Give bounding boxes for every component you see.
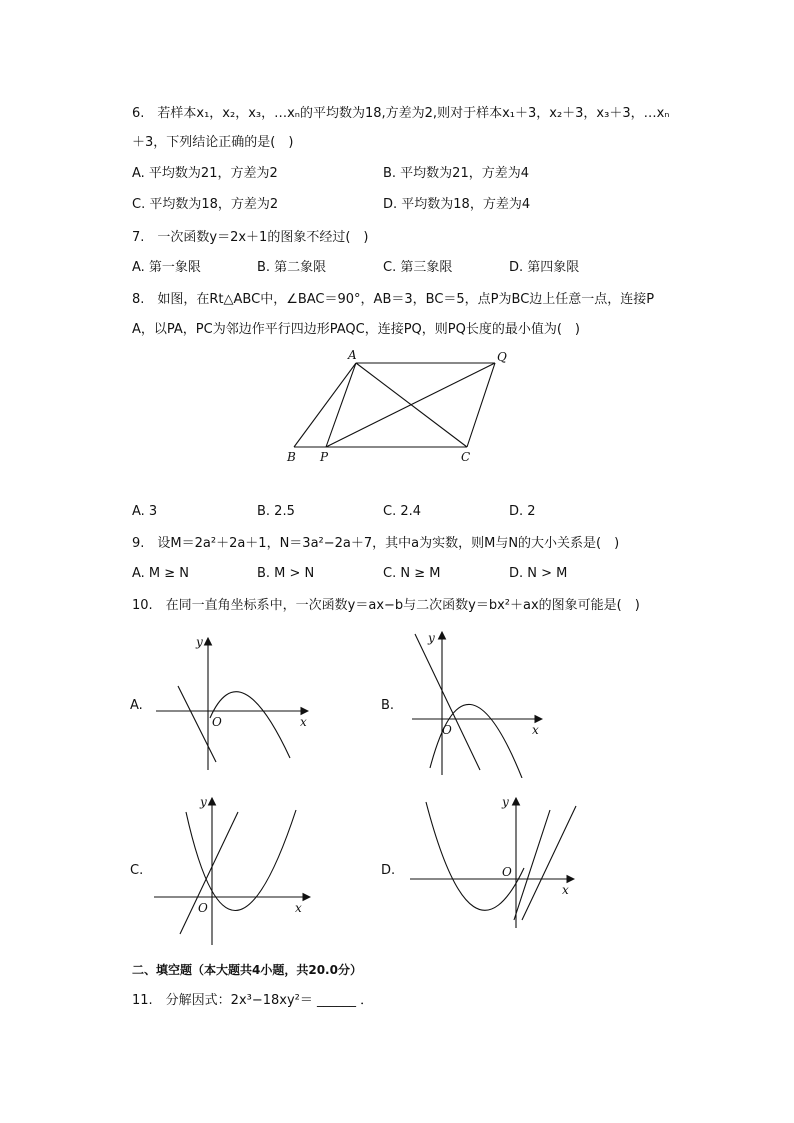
q11-line1: 11. 分解因式：2x³−18xy²＝ ______ ． xyxy=(132,993,374,1008)
label-b: B xyxy=(287,450,296,464)
q9-line1: 9. 设M＝2a²＋2a＋1，N＝3a²−2a＋7，其中a为实数，则M与N的大小关系是( ) xyxy=(132,536,620,551)
q8-line1: 8. 如图，在Rt△ABC中，∠BAC＝90°，AB＝3，BC＝5，点P为BC边上任意一点，连接P xyxy=(132,292,655,307)
q8-option-d: D. 2 xyxy=(509,504,536,519)
q9-option-b: B. M > N xyxy=(257,566,315,581)
graph-a-y-label: y xyxy=(196,635,203,649)
graph-b-x-label: x xyxy=(532,723,539,737)
q9-option-c: C. N ≥ M xyxy=(383,566,441,581)
graph-d-x-label: x xyxy=(562,883,569,897)
graph-c xyxy=(150,790,315,948)
graph-d xyxy=(404,790,579,930)
q10-option-a: A. xyxy=(130,698,143,713)
q7-option-a: A. 第一象限 xyxy=(132,260,201,275)
graph-d-origin: O xyxy=(502,865,512,879)
q10-line1: 10. 在同一直角坐标系中，一次函数y＝ax−b与二次函数y＝bx²＋ax的图象可能是( ) xyxy=(132,598,640,613)
q10-option-c: C. xyxy=(130,863,144,878)
q9-option-a: A. M ≥ N xyxy=(132,566,190,581)
label-p: P xyxy=(320,450,329,464)
q8-option-a: A. 3 xyxy=(132,504,158,519)
graph-b xyxy=(400,628,550,778)
graph-a-origin: O xyxy=(212,715,222,729)
graph-c-x-label: x xyxy=(295,901,302,915)
q6-option-c: C. 平均数为18，方差为2 xyxy=(132,197,279,212)
label-a: A xyxy=(348,348,357,362)
label-q: Q xyxy=(497,350,507,364)
q10-option-b: B. xyxy=(381,698,395,713)
graph-c-y-label: y xyxy=(200,795,207,809)
graph-b-y-label: y xyxy=(428,631,435,645)
q7-option-b: B. 第二象限 xyxy=(257,260,327,275)
q6-option-a: A. 平均数为21，方差为2 xyxy=(132,166,278,181)
q8-option-b: B. 2.5 xyxy=(257,504,295,519)
q9-option-d: D. N > M xyxy=(509,566,568,581)
q10-option-d: D. xyxy=(381,863,396,878)
graph-b-origin: O xyxy=(442,723,452,737)
q7-option-d: D. 第四象限 xyxy=(509,260,580,275)
parallelogram-figure xyxy=(280,345,520,470)
q8-option-c: C. 2.4 xyxy=(383,504,422,519)
graph-d-y-label: y xyxy=(502,795,509,809)
graph-a xyxy=(150,630,315,775)
q6-option-d: D. 平均数为18，方差为4 xyxy=(383,197,531,212)
q6-option-b: B. 平均数为21，方差为4 xyxy=(383,166,529,181)
section-2-title: 二、填空题（本大题共4小题，共20.0分） xyxy=(132,963,362,977)
q7-line1: 7. 一次函数y＝2x＋1的图象不经过( ) xyxy=(132,230,369,245)
q8-line2: A，以PA，PC为邻边作平行四边形PAQC，连接PQ，则PQ长度的最小值为( ) xyxy=(132,322,580,337)
q6-line1: 6. 若样本x₁，x₂，x₃，…xₙ的平均数为18,方差为2,则对于样本x₁＋3，x₂＋3，x₃＋3，…xₙ xyxy=(132,106,670,121)
graph-a-x-label: x xyxy=(300,715,307,729)
q6-line2: ＋3，下列结论正确的是( ) xyxy=(132,135,294,150)
label-c: C xyxy=(461,450,471,464)
q7-option-c: C. 第三象限 xyxy=(383,260,453,275)
graph-c-origin: O xyxy=(198,901,208,915)
